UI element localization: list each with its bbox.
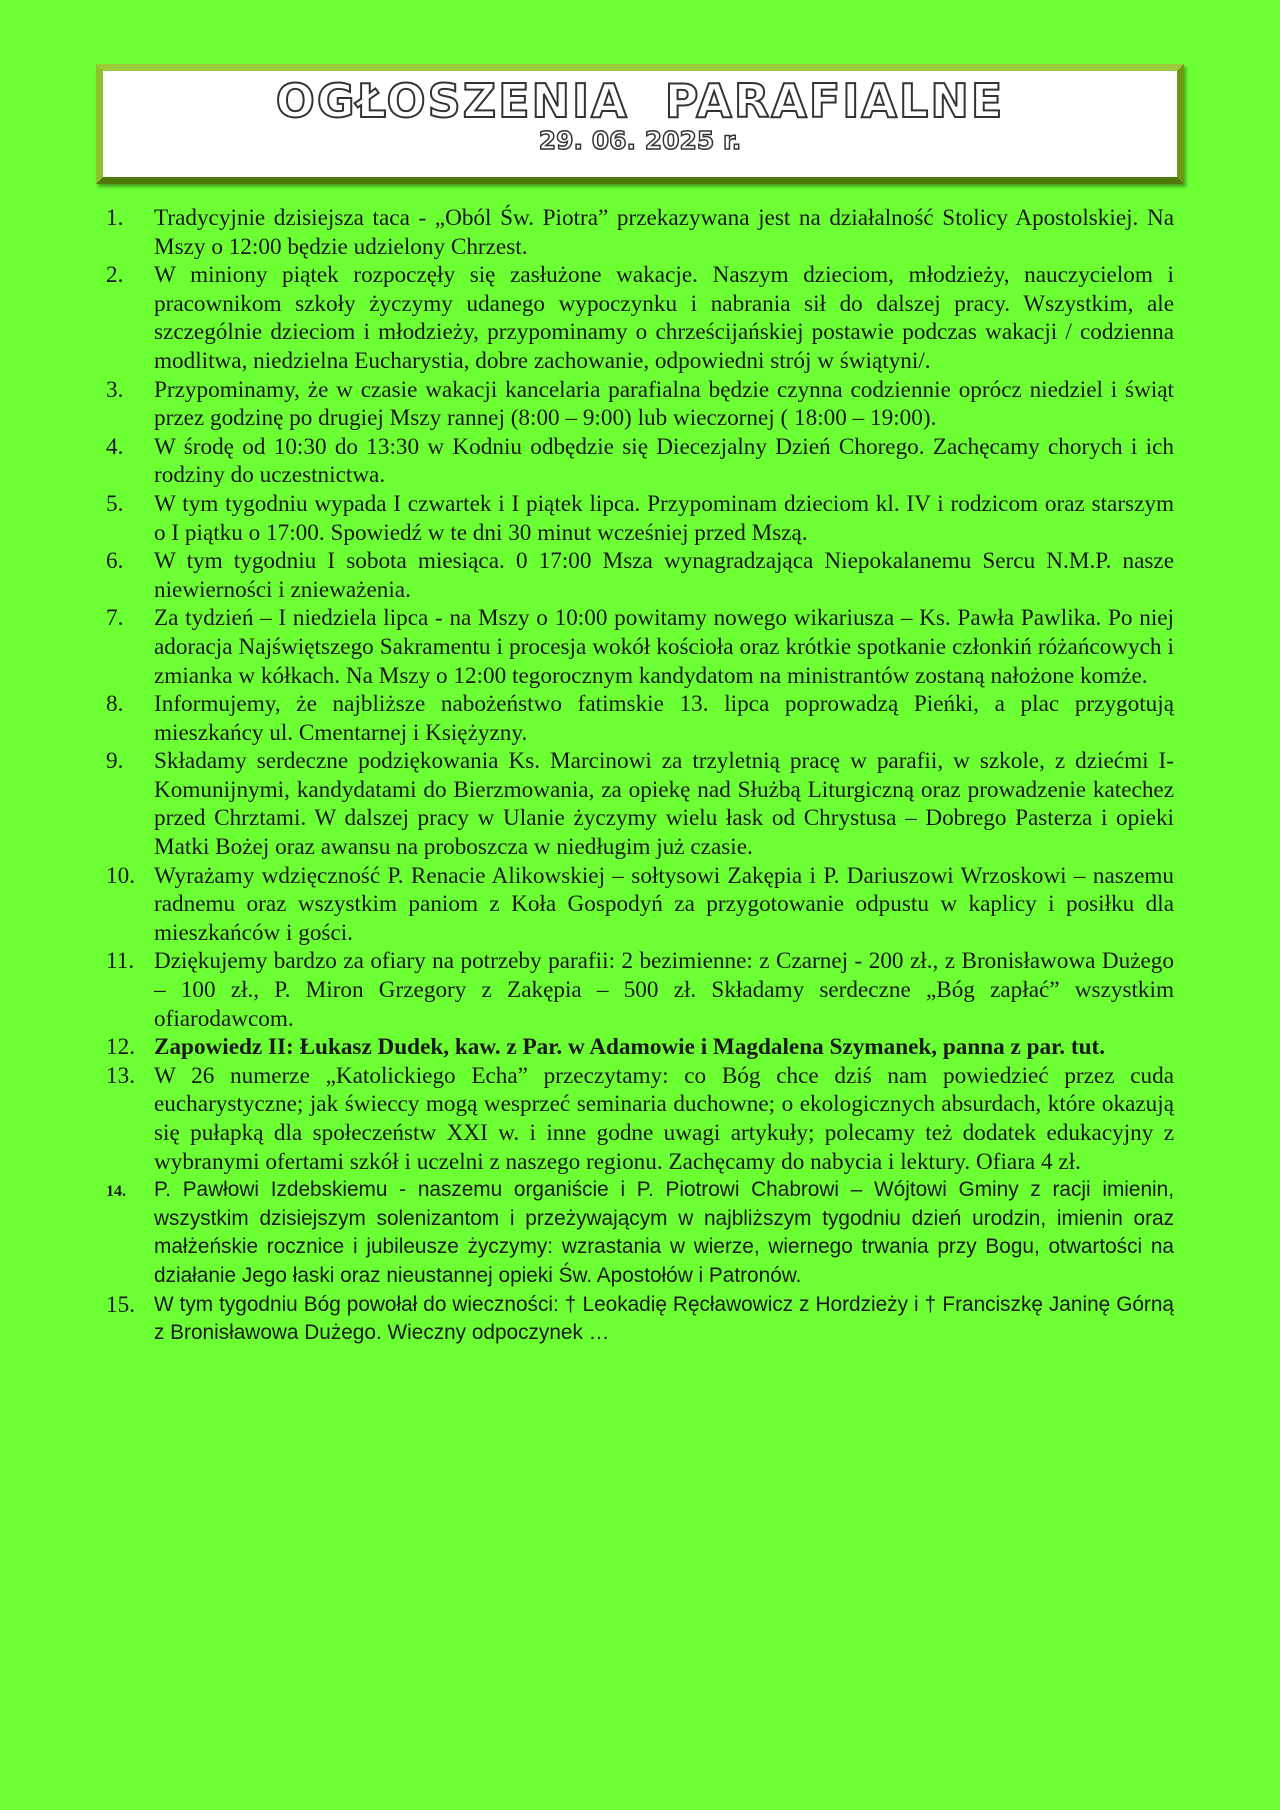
item-number: 2. <box>106 262 124 289</box>
announcement-item <box>100 376 1174 433</box>
item-text: Zapowiedz II: Łukasz Dudek, kaw. z Par. w Adamowie i Magdalena Szymanek, panna z par. tut. <box>154 1034 1106 1061</box>
header-banner <box>96 64 1184 184</box>
item-text: Dziękujemy bardzo za ofiary na potrzeby parafii: 2 bezimienne: z Czarnej - 200 zł., z Bronisławowa Dużego – 100 zł., P. Miron Grzegory z Zakępia – 500 zł. Składamy serdeczne „Bóg zapłać” wszystkim ofiarodawcom. <box>154 948 1174 1032</box>
item-text: Za tydzień – I niedziela lipca - na Mszy o 10:00 powitamy nowego wikariusza – Ks. Pawła Pawlika. Po niej adoracja Najświętszego Sakramentu i procesja wokół kościoła oraz krótkie spotkanie członkiń różańcowych i zmianka w kółkach. Na Mszy o 12:00 tegorocznym kandydatom na ministrantów zostaną nałożone komże. <box>154 605 1174 689</box>
item-text: Przypominamy, że w czasie wakacji kancelaria parafialna będzie czynna codziennie oprócz niedziel i świąt przez godzinę po drugiej Mszy rannej (8:00 – 9:00) lub wieczornej ( 18:00 – 19:00). <box>154 376 1174 432</box>
announcements-list <box>100 204 1174 1348</box>
announcement-item <box>100 261 1174 375</box>
item-text: Składamy serdeczne podziękowania Ks. Marcinowi za trzyletnią pracę w parafii, w szkole, z dziećmi I-Komunijnymi, kandydatami do Bierzmowania, za opiekę nad Służbą Liturgiczną oraz prowadzenie katechez przed Chrztami. W dalszej pracy w Ulanie życzymy wielu łask od Chrystusa – Dobrego Pasterza i opieki Matki Bożej oraz awansu na proboszcza w niedługim już czasie. <box>154 748 1174 861</box>
item-text: Informujemy, że najbliższe nabożeństwo fatimskie 13. lipca poprowadzą Pieńki, a plac przygotują mieszkańcy ul. Cmentarnej i Księżyzny. <box>154 691 1174 746</box>
item-text: W środę od 10:30 do 13:30 w Kodniu odbędzie się Diecezjalny Dzień Chorego. Zachęcamy chorych i ich rodziny do uczestnictwa. <box>154 433 1174 489</box>
announcement-item <box>100 947 1174 1033</box>
item-number: 14. <box>106 1183 126 1201</box>
item-text: W tym tygodniu I sobota miesiąca. 0 17:00 Msza wynagradzająca Niepokalanemu Sercu N.M.P. nasze niewierności i znieważenia. <box>154 548 1174 603</box>
item-text: Tradycyjnie dzisiejsza taca - „Oból Św. Piotra” przekazywana jest na działalność Stolicy Apostolskiej. Na Mszy o 12:00 będzie udzielony Chrzest. <box>154 205 1174 260</box>
item-text: W miniony piątek rozpoczęły się zasłużone wakacje. Naszym dzieciom, młodzieży, nauczycielom i pracownikom szkoły życzymy udanego wypoczynku i nabrania sił do dalszej pracy. Wszystkim, ale szczególnie dzieciom i młodzieży, przypominamy o chrześcijańskiej postawie podczas wakacji / codzienna modlitwa, niedzielna Eucharystia, dobre zachowanie, odpowiedni strój w świątyni/. <box>154 262 1174 374</box>
announcement-item <box>100 1176 1174 1290</box>
announcement-item <box>100 204 1174 261</box>
announcement-item <box>100 1062 1174 1176</box>
item-number: 9. <box>106 748 124 775</box>
item-number: 15. <box>106 1291 135 1318</box>
announcement-item <box>100 433 1174 490</box>
page-date: 29. 06. 2025 r. <box>538 126 742 156</box>
announcement-item <box>100 862 1174 948</box>
item-text: W 26 numerze „Katolickiego Echa” przeczytamy: co Bóg chce dziś nam powiedzieć przez cuda eucharystyczne; jak świeccy mogą wesprzeć seminaria duchowne; o ekologicznych absurdach, które okazują się pułapką dla społeczeństw XXI w. i inne godne uwagi artykuły; polecamy też dodatek edukacyjny z wybranymi ofertami szkół i uczelni z naszego regionu. Zachęcamy do nabycia i lektury. Ofiara 4 zł. <box>154 1062 1174 1175</box>
item-text: P. Pawłowi Izdebskiemu - naszemu organiście i P. Piotrowi Chabrowi – Wójtowi Gminy z racji imienin, wszystkim dzisiejszym solenizantom i przeżywającym w najbliższym tygodniu dzień urodzin, imienin oraz małżeńskie rocznice i jubileusze życzymy: wzrastania w wierze, wiernego trwania przy Bogu, otwartości na działanie Jego łaski oraz nieustannej opieki Św. Apostołów i Patronów. <box>154 1178 1174 1287</box>
item-number: 6. <box>106 548 124 575</box>
announcement-item <box>100 547 1174 604</box>
item-text: Wyrażamy wdzięczność P. Renacie Alikowskiej – sołtysowi Zakępia i P. Dariuszowi Wrzoskowi – naszemu radnemu oraz wszystkim paniom z Koła Gospodyń za przygotowanie odpustu w kaplicy i posiłku dla mieszkańców i gości. <box>154 862 1174 946</box>
item-text: W tym tygodniu Bóg powołał do wieczności: † Leokadię Ręcławowicz z Hordzieży i † Franciszkę Janinę Górną z Bronisławowa Dużego. Wieczny odpoczynek … <box>154 1292 1174 1345</box>
item-number: 7. <box>106 605 124 632</box>
announcement-item <box>100 604 1174 690</box>
item-number: 12. <box>106 1034 135 1061</box>
item-number: 3. <box>106 376 124 403</box>
announcement-item <box>100 1291 1174 1348</box>
item-number: 13. <box>106 1062 135 1089</box>
item-number: 4. <box>106 433 124 460</box>
item-number: 11. <box>106 948 135 975</box>
item-number: 10. <box>106 862 135 889</box>
item-number: 5. <box>106 490 124 517</box>
item-text: W tym tygodniu wypada I czwartek i I piątek lipca. Przypominam dzieciom kl. IV i rodzicom oraz starszym o I piątku o 17:00. Spowiedź w te dni 30 minut wcześniej przed Mszą. <box>154 490 1174 546</box>
item-number: 8. <box>106 691 124 718</box>
item-number: 1. <box>106 205 124 231</box>
announcement-item-banns <box>100 1033 1174 1062</box>
announcement-item <box>100 747 1174 861</box>
page-title: OGŁOSZENIA PARAFIALNE <box>275 74 1005 128</box>
announcement-item <box>100 690 1174 747</box>
announcement-item <box>100 490 1174 547</box>
